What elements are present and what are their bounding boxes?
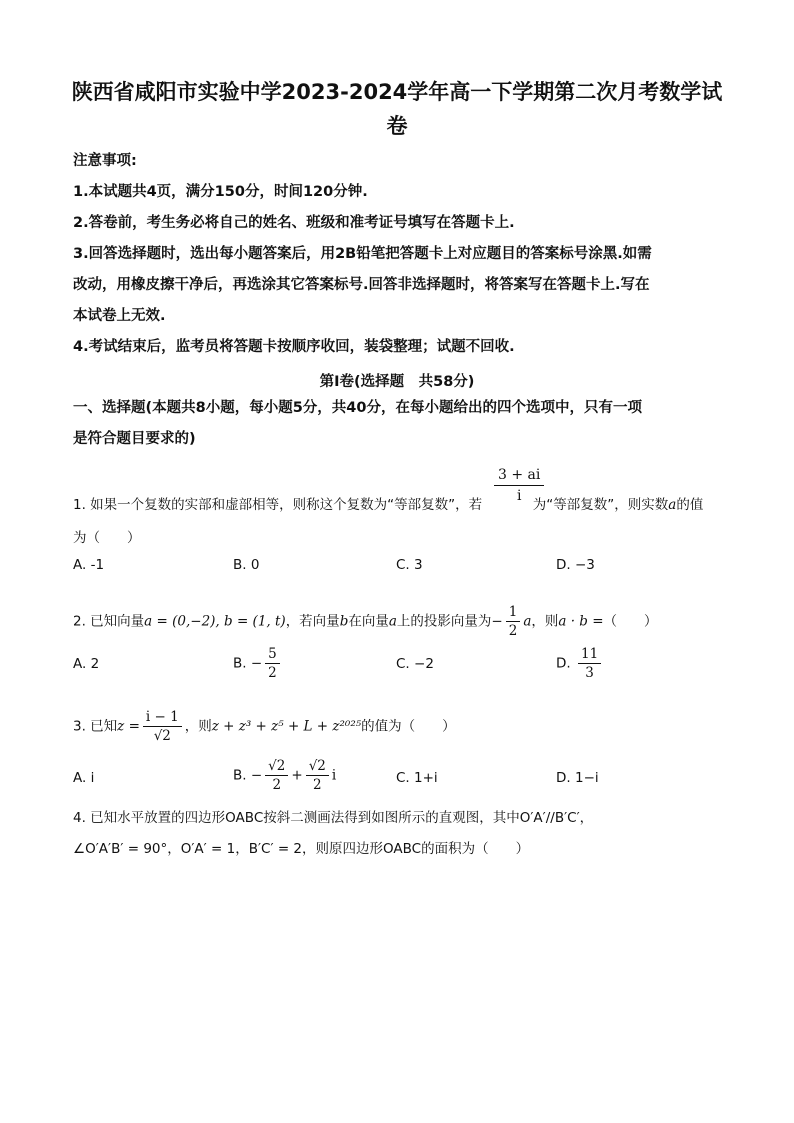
q3-option-c: C. 1+i bbox=[396, 770, 438, 786]
q2-option-b-sign: − bbox=[250, 655, 263, 672]
notes-item-1: 1.本试题共4页，满分150分，时间120分钟. bbox=[73, 184, 368, 200]
q2-text-d: 上的投影向量为 bbox=[396, 613, 492, 630]
q3-option-b-num1: √2 bbox=[265, 757, 288, 776]
q2-text-e: ，则 bbox=[531, 613, 559, 630]
q1-stem-line2: 为（ ） bbox=[73, 530, 141, 546]
q3-text-c: 的值为（ ） bbox=[361, 718, 456, 735]
q2-option-b bbox=[233, 645, 283, 682]
q2-vectors: a = (0,−2), b = (1, t) bbox=[144, 613, 286, 630]
q3-option-d: D. 1−i bbox=[556, 770, 599, 786]
q3-frac bbox=[143, 708, 182, 745]
q2-text-a: 2. 已知向量 bbox=[73, 613, 145, 630]
q1-text-a: 1. 如果一个复数的实部和虚部相等，则称这个复数为“等部复数”，若 bbox=[73, 497, 483, 513]
q1-option-d: D. −3 bbox=[556, 557, 595, 573]
q2-option-c: C. −2 bbox=[396, 656, 434, 672]
section-title: 第Ⅰ卷(选择题 共58分) bbox=[319, 374, 475, 390]
q2-dot-product: a · b = bbox=[558, 613, 604, 630]
q2-option-b-num: 5 bbox=[265, 645, 280, 664]
q2-proj-num: 1 bbox=[506, 603, 521, 622]
q3-z-eq: z = bbox=[117, 718, 140, 735]
q3-option-b-frac2 bbox=[306, 757, 329, 794]
q2-stem bbox=[73, 603, 658, 640]
q4-stem-line2: ∠O′A′B′ = 90°，O′A′ = 1，B′C′ = 2，则原四边形OABC的面积为（ ） bbox=[73, 841, 530, 857]
q1-option-a: A. -1 bbox=[73, 557, 105, 573]
q3-option-b-prefix: B. bbox=[233, 767, 247, 784]
q2-proj-frac bbox=[506, 603, 521, 640]
q3-option-b-i: i bbox=[331, 767, 337, 784]
q1-frac-den: i bbox=[516, 488, 522, 504]
q3-option-b bbox=[233, 757, 336, 794]
q2-vec-b: b bbox=[339, 613, 349, 630]
exam-title-line2: 卷 bbox=[386, 114, 408, 138]
q2-option-d-num: 11 bbox=[578, 645, 601, 664]
q3-option-b-plus: + bbox=[291, 767, 303, 784]
q2-vec-a: a bbox=[388, 613, 397, 630]
q1-option-c: C. 3 bbox=[396, 557, 423, 573]
q1-stem bbox=[73, 493, 703, 513]
q1-var: a bbox=[668, 497, 677, 513]
notes-item-3-cont: 改动，用橡皮擦干净后，再选涂其它答案标号.回答非选择题时，将答案写在答题卡上.写在 bbox=[73, 277, 650, 293]
q2-option-a: A. 2 bbox=[73, 656, 100, 672]
q2-option-d-prefix: D. bbox=[556, 655, 571, 672]
q3-text-b: ，则 bbox=[184, 718, 212, 735]
q1-option-b: B. 0 bbox=[233, 557, 260, 573]
q2-option-d-frac bbox=[578, 645, 601, 682]
q1-frac-num: 3 + ai bbox=[494, 465, 544, 486]
q2-option-d-den: 3 bbox=[585, 665, 594, 681]
q3-sum: z + z³ + z⁵ + L + z²⁰²⁵ bbox=[211, 718, 362, 735]
q2-text-b: ，若向量 bbox=[285, 613, 340, 630]
q3-stem bbox=[73, 708, 456, 745]
notes-item-4: 4.考试结束后，监考员将答题卡按顺序收回，装袋整理；试题不回收. bbox=[73, 339, 515, 355]
q2-text-c: 在向量 bbox=[348, 613, 389, 630]
q3-option-b-den2: 2 bbox=[312, 777, 322, 793]
q3-text-a: 3. 已知 bbox=[73, 718, 118, 735]
q3-option-b-den1: 2 bbox=[272, 777, 282, 793]
q4-stem-line1: 4. 已知水平放置的四边形OABC按斜二测画法得到如图所示的直观图，其中O′A′//B′C′， bbox=[73, 810, 594, 826]
q2-proj-sign: − bbox=[491, 613, 503, 630]
q2-option-d bbox=[556, 645, 604, 682]
notes-block bbox=[73, 146, 723, 363]
q2-proj-var: a bbox=[523, 613, 532, 630]
q2-option-b-den: 2 bbox=[268, 665, 277, 681]
notes-item-2: 2.答卷前，考生务必将自己的姓名、班级和准考证号填写在答题卡上. bbox=[73, 215, 515, 231]
q3-option-b-sign: − bbox=[250, 767, 263, 784]
notes-item-3: 3.回答选择题时，选出每小题答案后，用2B铅笔把答题卡上对应题目的答案标号涂黑.如需 bbox=[73, 246, 652, 262]
q2-proj-den: 2 bbox=[508, 623, 518, 639]
section-desc bbox=[73, 393, 733, 455]
q2-option-b-prefix: B. bbox=[233, 655, 247, 672]
section-desc-line2: 是符合题目要求的) bbox=[73, 431, 196, 447]
q3-den: √2 bbox=[153, 728, 171, 744]
exam-title-line1: 陕西省咸阳市实验中学2023-2024学年高一下学期第二次月考数学试 bbox=[71, 80, 723, 104]
q1-text-b: 为“等部复数”，则实数 bbox=[532, 497, 669, 513]
q1-text-c: 的值 bbox=[676, 497, 704, 513]
q3-option-b-num2: √2 bbox=[306, 757, 329, 776]
q3-option-b-frac1 bbox=[265, 757, 288, 794]
q3-option-a: A. i bbox=[73, 770, 95, 786]
q2-text-f: （ ） bbox=[603, 613, 658, 630]
q2-option-b-frac bbox=[265, 645, 280, 682]
notes-heading: 注意事项: bbox=[73, 153, 137, 169]
q3-num: i − 1 bbox=[143, 708, 182, 727]
notes-item-3-end: 本试卷上无效. bbox=[73, 308, 166, 324]
section-desc-line1: 一、选择题(本题共8小题，每小题5分，共40分，在每小题给出的四个选项中，只有一项 bbox=[73, 400, 642, 416]
